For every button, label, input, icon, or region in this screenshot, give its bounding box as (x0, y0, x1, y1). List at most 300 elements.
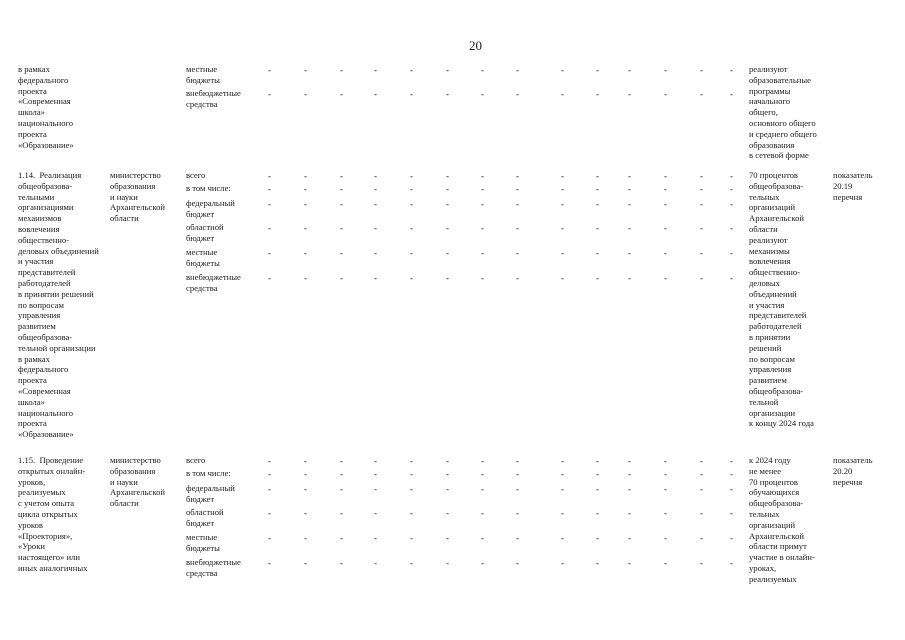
measure-name-line: школа» (18, 107, 45, 118)
empty-value-cell: - (374, 558, 377, 568)
expected-result-line: участие в онлайн- (749, 552, 815, 563)
empty-value-cell: - (700, 273, 703, 283)
empty-value-cell: - (730, 184, 733, 194)
empty-value-cell: - (628, 248, 631, 258)
empty-value-cell: - (516, 469, 519, 479)
responsible-executor-line: области (110, 498, 139, 509)
empty-value-cell: - (664, 223, 667, 233)
empty-value-cell: - (410, 199, 413, 209)
empty-value-cell: - (664, 65, 667, 75)
empty-value-cell: - (596, 469, 599, 479)
responsible-executor-line: Архангельской (110, 202, 165, 213)
empty-value-cell: - (516, 184, 519, 194)
empty-value-cell: - (730, 469, 733, 479)
measure-name-line: национального (18, 407, 74, 418)
measure-name-line: «Уроки (18, 541, 45, 552)
responsible-executor-line: образования (110, 465, 156, 476)
expected-result-line: реализуемых (749, 573, 797, 584)
page-number: 20 (469, 38, 482, 53)
empty-value-cell: - (700, 89, 703, 99)
measure-name-line: «Образование» (18, 139, 74, 150)
empty-value-cell: - (481, 508, 484, 518)
empty-value-cell: - (664, 273, 667, 283)
expected-result-line: обучающихся (749, 487, 800, 498)
empty-value-cell: - (481, 273, 484, 283)
empty-value-cell: - (374, 65, 377, 75)
responsible-executor (110, 455, 165, 509)
measure-name-line: проекта (18, 418, 47, 429)
empty-value-cell: - (410, 456, 413, 466)
measure-name-line: организациями (18, 202, 74, 213)
empty-value-cell: - (410, 558, 413, 568)
empty-value-cell: - (700, 484, 703, 494)
funding-source (186, 272, 241, 294)
measure-name (18, 455, 87, 574)
empty-value-cell: - (268, 484, 271, 494)
empty-value-cell: - (304, 273, 307, 283)
empty-value-cell: - (481, 184, 484, 194)
empty-value-cell: - (561, 469, 564, 479)
empty-value-cell: - (374, 533, 377, 543)
measure-name (18, 64, 74, 150)
measure-name-line: школа» (18, 396, 45, 407)
funding-source (186, 507, 224, 529)
funding-source (186, 557, 241, 579)
expected-result-line: общеобразова- (749, 180, 804, 191)
empty-value-cell: - (628, 533, 631, 543)
measure-name-line: в принятии решений (18, 288, 94, 299)
expected-result-line: организаций (749, 202, 796, 213)
empty-value-cell: - (446, 171, 449, 181)
empty-value-cell: - (410, 171, 413, 181)
empty-value-cell: - (481, 65, 484, 75)
funding-source-line: в том числе: (186, 468, 231, 478)
expected-result-line: деловых (749, 277, 780, 288)
empty-value-cell: - (340, 199, 343, 209)
responsible-executor-line: образования (110, 180, 156, 191)
measure-name-line: реализуемых (18, 487, 66, 498)
responsible-executor-line: министерство (110, 455, 161, 465)
measure-name-line: национального (18, 117, 74, 128)
empty-value-cell: - (628, 171, 631, 181)
empty-value-cell: - (628, 508, 631, 518)
empty-value-cell: - (374, 273, 377, 283)
expected-result-line: и среднего общего (749, 128, 817, 139)
empty-value-cell: - (628, 558, 631, 568)
empty-value-cell: - (340, 65, 343, 75)
empty-value-cell: - (516, 508, 519, 518)
empty-value-cell: - (410, 248, 413, 258)
empty-value-cell: - (340, 248, 343, 258)
empty-value-cell: - (516, 456, 519, 466)
empty-value-cell: - (340, 89, 343, 99)
funding-source-line: федеральный (186, 198, 235, 208)
responsible-executor-line: и науки (110, 191, 138, 202)
funding-source-line: федеральный (186, 483, 235, 493)
empty-value-cell: - (596, 223, 599, 233)
measure-name-line: в рамках (18, 64, 50, 74)
empty-value-cell: - (596, 558, 599, 568)
measure-name-line: уроков (18, 519, 43, 530)
empty-value-cell: - (446, 199, 449, 209)
empty-value-cell: - (446, 533, 449, 543)
measure-name-line: «Образование» (18, 429, 74, 440)
measure-name-line: в рамках (18, 353, 50, 364)
empty-value-cell: - (664, 184, 667, 194)
empty-value-cell: - (410, 89, 413, 99)
empty-value-cell: - (700, 65, 703, 75)
empty-value-cell: - (340, 184, 343, 194)
empty-value-cell: - (304, 558, 307, 568)
measure-name-line: тельной организации (18, 342, 96, 353)
responsible-executor-line: области (110, 213, 139, 224)
empty-value-cell: - (596, 456, 599, 466)
empty-value-cell: - (304, 171, 307, 181)
empty-value-cell: - (730, 533, 733, 543)
empty-value-cell: - (700, 456, 703, 466)
expected-result-line: вовлечения (749, 256, 791, 267)
empty-value-cell: - (481, 223, 484, 233)
expected-result-line: организации (749, 407, 796, 418)
funding-source (186, 88, 241, 110)
empty-value-cell: - (340, 469, 343, 479)
empty-value-cell: - (516, 248, 519, 258)
empty-value-cell: - (700, 469, 703, 479)
empty-value-cell: - (374, 248, 377, 258)
measure-name-line: управления (18, 310, 61, 321)
empty-value-cell: - (730, 171, 733, 181)
indicator-reference-line: показатель (833, 170, 873, 180)
empty-value-cell: - (446, 273, 449, 283)
empty-value-cell: - (628, 89, 631, 99)
funding-source-line: бюджеты (186, 74, 220, 85)
empty-value-cell: - (561, 199, 564, 209)
expected-result-line: общеобразова- (749, 385, 804, 396)
expected-result-line: реализуют (749, 234, 788, 245)
expected-result-line: организаций (749, 519, 796, 530)
empty-value-cell: - (268, 508, 271, 518)
empty-value-cell: - (561, 273, 564, 283)
empty-value-cell: - (268, 223, 271, 233)
empty-value-cell: - (664, 248, 667, 258)
empty-value-cell: - (561, 484, 564, 494)
expected-result-line: образования (749, 139, 795, 150)
funding-source-line: областной (186, 507, 224, 517)
empty-value-cell: - (410, 65, 413, 75)
expected-result-line: и участия (749, 299, 785, 310)
indicator-reference (833, 170, 873, 202)
empty-value-cell: - (700, 171, 703, 181)
empty-value-cell: - (596, 199, 599, 209)
empty-value-cell: - (481, 484, 484, 494)
measure-name-line: работодателей (18, 277, 71, 288)
empty-value-cell: - (561, 65, 564, 75)
empty-value-cell: - (410, 223, 413, 233)
funding-source (186, 247, 220, 269)
funding-source (186, 64, 220, 86)
measure-name-line: общеобразова- (18, 180, 73, 191)
expected-result-line: Архангельской (749, 213, 804, 224)
funding-source (186, 170, 205, 181)
funding-source (186, 183, 231, 194)
funding-source-line: бюджет (186, 493, 215, 504)
empty-value-cell: - (410, 484, 413, 494)
empty-value-cell: - (664, 456, 667, 466)
empty-value-cell: - (481, 89, 484, 99)
empty-value-cell: - (268, 558, 271, 568)
empty-value-cell: - (481, 171, 484, 181)
expected-result-line: реализуют (749, 64, 788, 74)
empty-value-cell: - (700, 558, 703, 568)
expected-result-line: уроках, (749, 562, 777, 573)
empty-value-cell: - (561, 223, 564, 233)
funding-source-line: местные (186, 532, 218, 542)
empty-value-cell: - (596, 89, 599, 99)
empty-value-cell: - (596, 65, 599, 75)
indicator-reference-line: перечня (833, 191, 863, 202)
empty-value-cell: - (304, 89, 307, 99)
expected-result-line: к 2024 году (749, 455, 791, 465)
empty-value-cell: - (374, 199, 377, 209)
empty-value-cell: - (664, 199, 667, 209)
empty-value-cell: - (446, 65, 449, 75)
indicator-reference-line: 20.19 (833, 180, 853, 191)
empty-value-cell: - (628, 223, 631, 233)
expected-result-line: в принятии (749, 331, 791, 342)
expected-result-line: объединений (749, 288, 797, 299)
empty-value-cell: - (481, 248, 484, 258)
expected-result-line: программы (749, 85, 791, 96)
empty-value-cell: - (664, 533, 667, 543)
empty-value-cell: - (516, 65, 519, 75)
empty-value-cell: - (410, 469, 413, 479)
empty-value-cell: - (268, 533, 271, 543)
measure-name-line: с учетом опыта (18, 498, 75, 509)
empty-value-cell: - (268, 65, 271, 75)
empty-value-cell: - (446, 248, 449, 258)
measure-name-line: уроков, (18, 476, 46, 487)
empty-value-cell: - (628, 484, 631, 494)
expected-result (749, 455, 815, 585)
measure-name-line: 1.15. Проведение (18, 455, 84, 465)
empty-value-cell: - (481, 469, 484, 479)
measure-name-line: развитием (18, 321, 56, 332)
expected-result-line: основного общего (749, 117, 816, 128)
measure-name-line: «Современная (18, 96, 71, 107)
empty-value-cell: - (340, 273, 343, 283)
expected-result-line: начального (749, 96, 790, 107)
empty-value-cell: - (340, 456, 343, 466)
empty-value-cell: - (304, 456, 307, 466)
empty-value-cell: - (304, 533, 307, 543)
measure-name-line: цикла открытых (18, 508, 78, 519)
measure-name-line: иных аналогичных (18, 562, 88, 573)
funding-source-line: внебюджетные (186, 88, 241, 98)
empty-value-cell: - (340, 508, 343, 518)
empty-value-cell: - (304, 469, 307, 479)
empty-value-cell: - (664, 469, 667, 479)
empty-value-cell: - (516, 199, 519, 209)
expected-result-line: тельных (749, 508, 780, 519)
responsible-executor-line: Архангельской (110, 487, 165, 498)
expected-result-line: области примут (749, 541, 807, 552)
empty-value-cell: - (410, 273, 413, 283)
empty-value-cell: - (628, 199, 631, 209)
empty-value-cell: - (446, 89, 449, 99)
indicator-reference (833, 455, 873, 487)
empty-value-cell: - (596, 171, 599, 181)
funding-source-line: местные (186, 64, 218, 74)
empty-value-cell: - (730, 248, 733, 258)
empty-value-cell: - (561, 184, 564, 194)
empty-value-cell: - (374, 469, 377, 479)
empty-value-cell: - (700, 508, 703, 518)
empty-value-cell: - (730, 484, 733, 494)
funding-source-line: средства (186, 282, 218, 293)
expected-result-line: 70 процентов (749, 170, 798, 180)
funding-source-line: средства (186, 98, 218, 109)
measure-name-line: 1.14. Реализация (18, 170, 82, 180)
expected-result-line: не менее (749, 465, 782, 476)
funding-source-line: бюджеты (186, 257, 220, 268)
empty-value-cell: - (628, 273, 631, 283)
empty-value-cell: - (596, 533, 599, 543)
measure-name-line: «Современная (18, 385, 71, 396)
empty-value-cell: - (340, 484, 343, 494)
expected-result-line: управления (749, 364, 792, 375)
empty-value-cell: - (268, 184, 271, 194)
empty-value-cell: - (374, 171, 377, 181)
empty-value-cell: - (268, 273, 271, 283)
funding-source-line: внебюджетные (186, 272, 241, 282)
expected-result-line: тельных (749, 191, 780, 202)
funding-source-line: всего (186, 170, 206, 180)
measure-name-line: настоящего» или (18, 552, 80, 563)
measure-name-line: и участия (18, 256, 54, 267)
empty-value-cell: - (374, 89, 377, 99)
expected-result (749, 64, 817, 161)
empty-value-cell: - (268, 199, 271, 209)
measure-name-line: механизмов (18, 213, 62, 224)
empty-value-cell: - (596, 248, 599, 258)
expected-result-line: образовательные (749, 74, 811, 85)
measure-name-line: общеобразова- (18, 331, 73, 342)
expected-result-line: тельной (749, 396, 779, 407)
empty-value-cell: - (596, 484, 599, 494)
expected-result (749, 170, 814, 429)
empty-value-cell: - (304, 508, 307, 518)
empty-value-cell: - (340, 558, 343, 568)
empty-value-cell: - (481, 533, 484, 543)
funding-source-line: бюджет (186, 517, 215, 528)
funding-source (186, 455, 205, 466)
empty-value-cell: - (730, 223, 733, 233)
empty-value-cell: - (268, 469, 271, 479)
empty-value-cell: - (268, 456, 271, 466)
expected-result-line: к концу 2024 года (749, 418, 814, 429)
expected-result-line: Архангельской (749, 530, 804, 541)
funding-source-line: средства (186, 567, 218, 578)
empty-value-cell: - (374, 223, 377, 233)
empty-value-cell: - (664, 171, 667, 181)
expected-result-line: 70 процентов (749, 476, 798, 487)
empty-value-cell: - (268, 248, 271, 258)
empty-value-cell: - (628, 456, 631, 466)
empty-value-cell: - (410, 184, 413, 194)
measure-name-line: вовлечения (18, 223, 60, 234)
funding-source (186, 532, 220, 554)
responsible-executor (110, 170, 165, 224)
empty-value-cell: - (446, 558, 449, 568)
empty-value-cell: - (374, 456, 377, 466)
funding-source-line: бюджет (186, 232, 215, 243)
empty-value-cell: - (561, 456, 564, 466)
empty-value-cell: - (561, 248, 564, 258)
empty-value-cell: - (340, 171, 343, 181)
empty-value-cell: - (516, 171, 519, 181)
empty-value-cell: - (481, 199, 484, 209)
empty-value-cell: - (304, 65, 307, 75)
empty-value-cell: - (410, 533, 413, 543)
empty-value-cell: - (268, 171, 271, 181)
empty-value-cell: - (268, 89, 271, 99)
expected-result-line: области (749, 223, 778, 234)
measure-name-line: открытых онлайн- (18, 465, 86, 476)
empty-value-cell: - (374, 484, 377, 494)
expected-result-line: работодателей (749, 321, 802, 332)
empty-value-cell: - (596, 508, 599, 518)
measure-name-line: проекта (18, 85, 47, 96)
measure-name-line: общественно- (18, 234, 70, 245)
empty-value-cell: - (304, 184, 307, 194)
funding-source-line: бюджеты (186, 542, 220, 553)
funding-source (186, 468, 231, 479)
indicator-reference-line: перечня (833, 476, 863, 487)
empty-value-cell: - (304, 223, 307, 233)
expected-result-line: по вопросам (749, 353, 795, 364)
empty-value-cell: - (730, 558, 733, 568)
empty-value-cell: - (516, 558, 519, 568)
empty-value-cell: - (516, 533, 519, 543)
funding-source-line: всего (186, 455, 206, 465)
empty-value-cell: - (596, 273, 599, 283)
empty-value-cell: - (664, 508, 667, 518)
empty-value-cell: - (561, 508, 564, 518)
empty-value-cell: - (446, 456, 449, 466)
empty-value-cell: - (700, 248, 703, 258)
empty-value-cell: - (730, 508, 733, 518)
empty-value-cell: - (596, 184, 599, 194)
empty-value-cell: - (516, 484, 519, 494)
empty-value-cell: - (730, 456, 733, 466)
empty-value-cell: - (561, 89, 564, 99)
measure-name-line: по вопросам (18, 299, 64, 310)
empty-value-cell: - (304, 248, 307, 258)
funding-source-line: областной (186, 222, 224, 232)
empty-value-cell: - (446, 469, 449, 479)
responsible-executor-line: министерство (110, 170, 161, 180)
measure-name-line: «Проектория», (18, 530, 73, 541)
expected-result-line: общего, (749, 107, 778, 118)
empty-value-cell: - (516, 223, 519, 233)
expected-result-line: в сетевой форме (749, 150, 809, 161)
empty-value-cell: - (730, 65, 733, 75)
funding-source-line: бюджет (186, 208, 215, 219)
empty-value-cell: - (304, 484, 307, 494)
measure-name-line: проекта (18, 375, 47, 386)
empty-value-cell: - (664, 89, 667, 99)
empty-value-cell: - (340, 533, 343, 543)
